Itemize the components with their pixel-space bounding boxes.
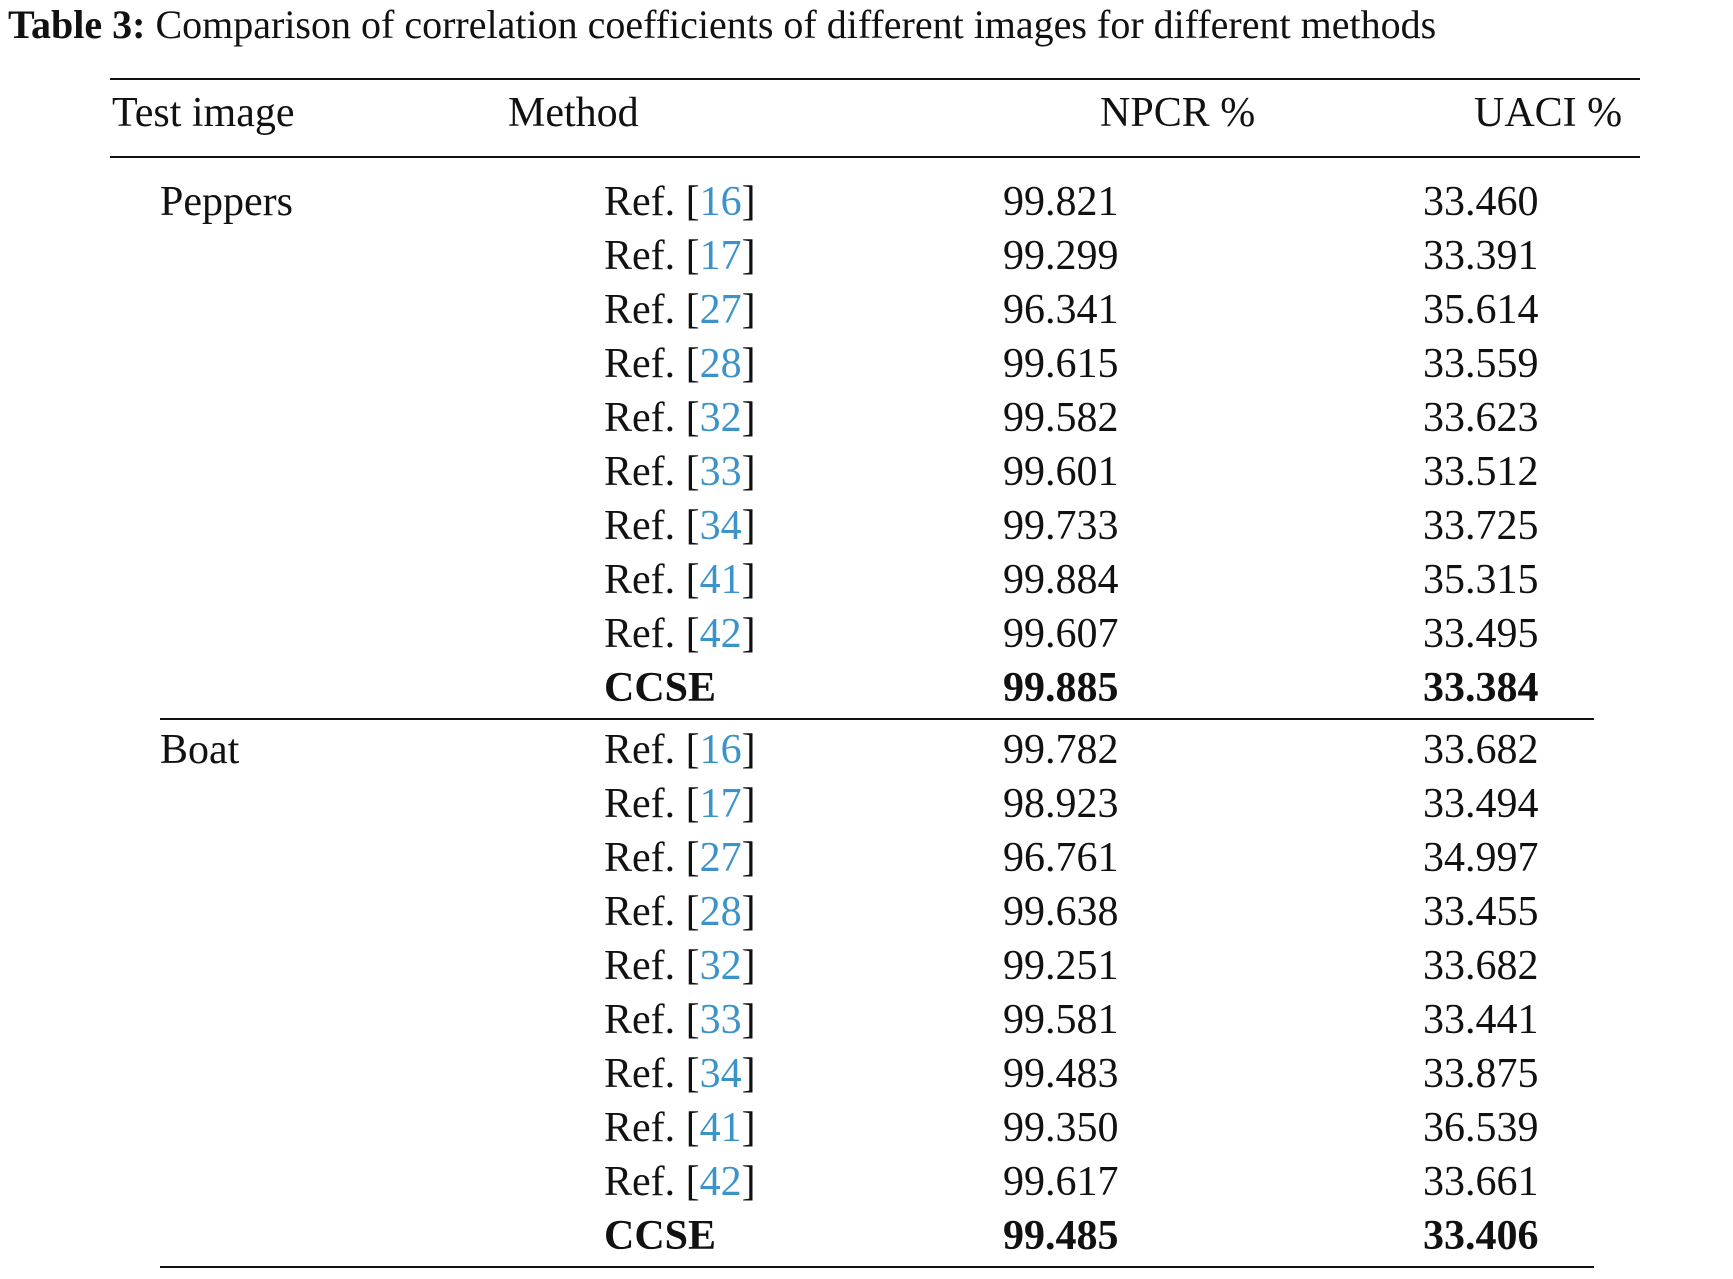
npcr-value: 96.341 [1003, 287, 1119, 333]
citation-link[interactable]: 28 [699, 889, 742, 935]
npcr-value: 99.581 [1003, 997, 1119, 1043]
uaci-value: 33.623 [1423, 395, 1539, 441]
method-cell [604, 555, 756, 605]
method-cell [604, 1049, 756, 1099]
npcr-value: 99.782 [1003, 727, 1119, 773]
citation-link[interactable]: 17 [699, 781, 742, 827]
uaci-value: 36.539 [1423, 1105, 1539, 1151]
npcr-value: 99.299 [1003, 233, 1119, 279]
header-npcr: NPCR % [1100, 90, 1256, 136]
citation-link[interactable]: 27 [699, 835, 742, 881]
method-suffix: ] [741, 943, 756, 989]
npcr-value: 99.733 [1003, 503, 1119, 549]
group-separator-rule [160, 718, 1594, 720]
npcr-value: 99.350 [1003, 1105, 1119, 1151]
method-cell [604, 609, 756, 659]
method-cell [604, 231, 756, 281]
method-prefix: Ref. [ [604, 341, 700, 387]
method-prefix: Ref. [ [604, 233, 700, 279]
uaci-value: 33.391 [1423, 233, 1539, 279]
test-image-label: Boat [160, 727, 240, 773]
header-test-image: Test image [112, 90, 295, 136]
uaci-value: 33.682 [1423, 727, 1539, 773]
method-suffix: ] [741, 395, 756, 441]
method-cell [604, 285, 756, 335]
test-image-label: Peppers [160, 179, 293, 225]
citation-link[interactable]: 41 [699, 557, 742, 603]
uaci-value: 33.441 [1423, 997, 1539, 1043]
uaci-value: 33.875 [1423, 1051, 1539, 1097]
uaci-value: 34.997 [1423, 835, 1539, 881]
citation-link[interactable]: 41 [699, 1105, 742, 1151]
npcr-value: 99.884 [1003, 557, 1119, 603]
method-prefix: Ref. [ [604, 781, 700, 827]
method-prefix: Ref. [ [604, 1159, 700, 1205]
citation-link[interactable]: 42 [699, 1159, 742, 1205]
method-best: CCSE [604, 1213, 717, 1259]
citation-link[interactable]: 34 [699, 1051, 742, 1097]
table-caption [8, 0, 1730, 50]
method-suffix: ] [741, 179, 756, 225]
method-cell [604, 177, 756, 227]
method-cell [604, 393, 756, 443]
method-cell [604, 1103, 756, 1153]
method-best: CCSE [604, 665, 717, 711]
header-method: Method [508, 90, 639, 136]
citation-link[interactable]: 42 [699, 611, 742, 657]
uaci-value: 35.315 [1423, 557, 1539, 603]
header-bottom-rule [110, 156, 1640, 158]
method-cell [604, 887, 756, 937]
npcr-value: 99.483 [1003, 1051, 1119, 1097]
method-cell [604, 833, 756, 883]
uaci-value: 33.455 [1423, 889, 1539, 935]
citation-link[interactable]: 28 [699, 341, 742, 387]
table-caption-text: Comparison of correlation coefficients of different images for different methods [155, 2, 1437, 47]
npcr-value: 99.601 [1003, 449, 1119, 495]
npcr-value: 99.638 [1003, 889, 1119, 935]
method-cell [604, 941, 756, 991]
method-prefix: Ref. [ [604, 943, 700, 989]
npcr-best-value: 99.885 [1003, 665, 1119, 711]
method-suffix: ] [741, 611, 756, 657]
method-suffix: ] [741, 233, 756, 279]
npcr-value: 99.251 [1003, 943, 1119, 989]
npcr-value: 99.615 [1003, 341, 1119, 387]
uaci-value: 33.682 [1423, 943, 1539, 989]
method-cell [604, 725, 756, 775]
npcr-best-value: 99.485 [1003, 1213, 1119, 1259]
table-bottom-rule [160, 1266, 1594, 1268]
citation-link[interactable]: 16 [699, 727, 742, 773]
uaci-value: 33.494 [1423, 781, 1539, 827]
method-suffix: ] [741, 1159, 756, 1205]
method-prefix: Ref. [ [604, 1105, 700, 1151]
method-suffix: ] [741, 835, 756, 881]
npcr-value: 96.761 [1003, 835, 1119, 881]
npcr-value: 99.617 [1003, 1159, 1119, 1205]
citation-link[interactable]: 27 [699, 287, 742, 333]
method-suffix: ] [741, 341, 756, 387]
citation-link[interactable]: 16 [699, 179, 742, 225]
uaci-value: 33.559 [1423, 341, 1539, 387]
citation-link[interactable]: 33 [699, 449, 742, 495]
citation-link[interactable]: 33 [699, 997, 742, 1043]
npcr-value: 99.582 [1003, 395, 1119, 441]
method-cell [604, 779, 756, 829]
npcr-value: 99.821 [1003, 179, 1119, 225]
method-prefix: Ref. [ [604, 1051, 700, 1097]
method-prefix: Ref. [ [604, 835, 700, 881]
method-suffix: ] [741, 997, 756, 1043]
method-prefix: Ref. [ [604, 449, 700, 495]
header-uaci: UACI % [1474, 90, 1623, 136]
method-suffix: ] [741, 1051, 756, 1097]
method-prefix: Ref. [ [604, 727, 700, 773]
uaci-value: 33.512 [1423, 449, 1539, 495]
method-prefix: Ref. [ [604, 611, 700, 657]
method-prefix: Ref. [ [604, 503, 700, 549]
method-prefix: Ref. [ [604, 997, 700, 1043]
method-suffix: ] [741, 889, 756, 935]
uaci-value: 33.725 [1423, 503, 1539, 549]
npcr-value: 98.923 [1003, 781, 1119, 827]
method-cell [604, 339, 756, 389]
method-suffix: ] [741, 727, 756, 773]
method-cell [604, 1157, 756, 1207]
table-top-rule [110, 78, 1640, 80]
method-suffix: ] [741, 557, 756, 603]
method-suffix: ] [741, 1105, 756, 1151]
method-suffix: ] [741, 781, 756, 827]
method-suffix: ] [741, 503, 756, 549]
uaci-value: 35.614 [1423, 287, 1539, 333]
citation-link[interactable]: 17 [699, 233, 742, 279]
method-cell [604, 447, 756, 497]
uaci-value: 33.460 [1423, 179, 1539, 225]
method-prefix: Ref. [ [604, 557, 700, 603]
method-prefix: Ref. [ [604, 395, 700, 441]
citation-link[interactable]: 34 [699, 503, 742, 549]
uaci-value: 33.495 [1423, 611, 1539, 657]
uaci-best-value: 33.406 [1423, 1213, 1539, 1259]
table-caption-label: Table 3: [8, 2, 146, 47]
citation-link[interactable]: 32 [699, 395, 742, 441]
method-cell [604, 995, 756, 1045]
method-prefix: Ref. [ [604, 287, 700, 333]
method-suffix: ] [741, 287, 756, 333]
method-prefix: Ref. [ [604, 889, 700, 935]
method-cell [604, 501, 756, 551]
method-suffix: ] [741, 449, 756, 495]
npcr-value: 99.607 [1003, 611, 1119, 657]
uaci-best-value: 33.384 [1423, 665, 1539, 711]
citation-link[interactable]: 32 [699, 943, 742, 989]
uaci-value: 33.661 [1423, 1159, 1539, 1205]
method-prefix: Ref. [ [604, 179, 700, 225]
